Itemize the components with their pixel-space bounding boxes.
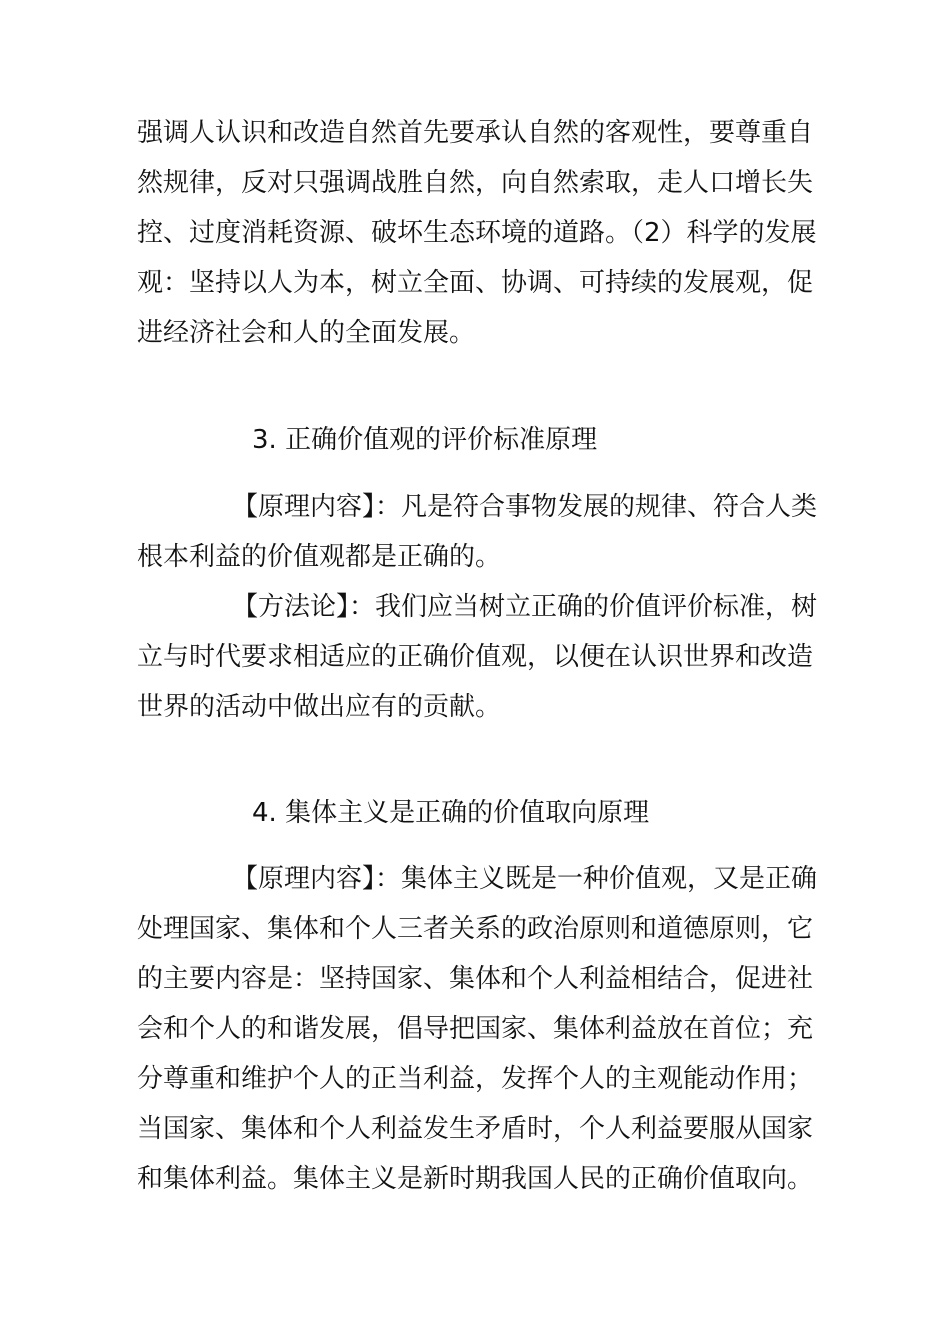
principle-line: 会和个人的和谐发展，倡导把国家、集体利益放在首位；充 — [137, 1014, 814, 1044]
paragraph-line: 然规律，反对只强调战胜自然，向自然索取，走人口增长失 — [137, 168, 814, 198]
method-line: 世界的活动中做出应有的贡献。 — [137, 692, 502, 722]
section-4-heading: 4. 集体主义是正确的价值取向原理 — [252, 798, 650, 828]
paragraph-line: 控、过度消耗资源、破坏生态环境的道路。（2）科学的发展 — [137, 218, 817, 248]
principle-line: 处理国家、集体和个人三者关系的政治原则和道德原则，它 — [137, 914, 814, 944]
principle-line: 【原理内容】：凡是符合事物发展的规律、符合人类 — [232, 492, 818, 522]
paragraph-line: 进经济社会和人的全面发展。 — [137, 318, 476, 348]
principle-line: 和集体利益。集体主义是新时期我国人民的正确价值取向。 — [137, 1164, 814, 1194]
principle-line: 根本利益的价值观都是正确的。 — [137, 542, 502, 572]
principle-line: 的主要内容是：坚持国家、集体和个人利益相结合，促进社 — [137, 964, 814, 994]
method-line: 【方法论】：我们应当树立正确的价值评价标准，树 — [232, 592, 818, 622]
principle-line: 当国家、集体和个人利益发生矛盾时，个人利益要服从国家 — [137, 1114, 814, 1144]
principle-line: 【原理内容】：集体主义既是一种价值观，又是正确 — [232, 864, 818, 894]
paragraph-line: 强调人认识和改造自然首先要承认自然的客观性，要尊重自 — [137, 118, 814, 148]
section-3-heading: 3. 正确价值观的评价标准原理 — [252, 425, 598, 455]
method-line: 立与时代要求相适应的正确价值观，以便在认识世界和改造 — [137, 642, 814, 672]
paragraph-line: 观：坚持以人为本，树立全面、协调、可持续的发展观，促 — [137, 268, 814, 298]
principle-line: 分尊重和维护个人的正当利益，发挥个人的主观能动作用； — [137, 1064, 814, 1094]
